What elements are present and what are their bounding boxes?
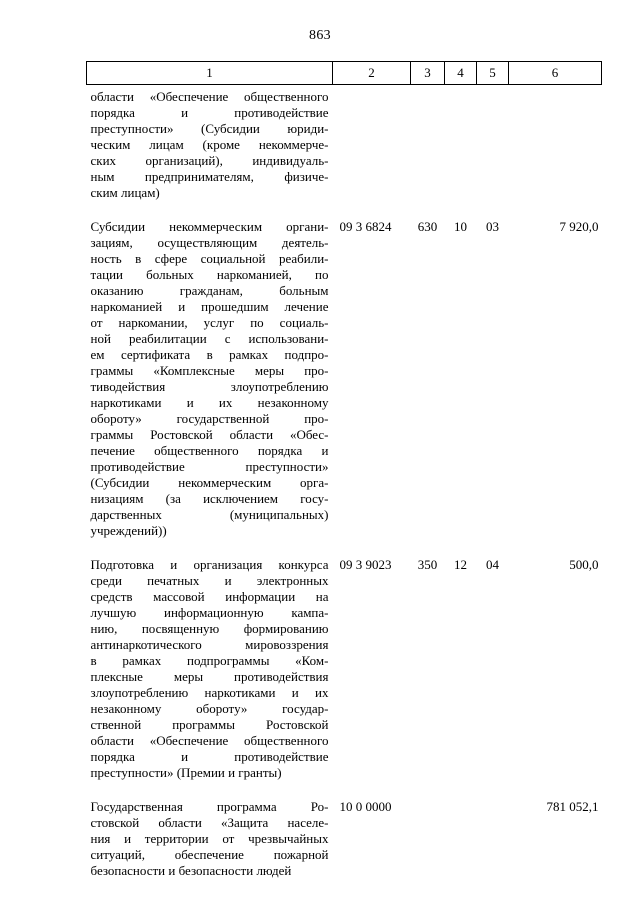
page-number: 863 (309, 28, 331, 43)
row-subsection: 03 (486, 219, 499, 234)
row-name-line: ственной программы Ростовской (90, 717, 329, 732)
row-name-line: безопасности и безопасности людей (90, 863, 292, 878)
row-type: 630 (417, 219, 438, 234)
row-name-line: в рамках подпрограммы «Ком- (90, 653, 329, 668)
row-name-line: ских организаций), индивидуаль- (90, 153, 329, 168)
header-col-2: 2 (333, 62, 411, 85)
row-section: 12 (454, 557, 467, 572)
row-name-line: порядка и противодействие (90, 749, 329, 764)
row-name-line: лучшую информационную кампа- (90, 605, 329, 620)
row-name-line: низациям (за исключением госу- (90, 491, 329, 506)
row-name-line: преступности» (Премии и гранты) (90, 765, 282, 780)
row-name-line: оказанию гражданам, больным (90, 283, 329, 298)
table-body (87, 85, 602, 896)
row-name-line: стовской области «Защита населе- (90, 815, 329, 830)
row-name-line: области «Обеспечение общественного (90, 89, 329, 104)
row-name-line: нию, посвященную формированию (90, 621, 329, 636)
header-col-4: 4 (445, 62, 477, 85)
budget-table (86, 61, 602, 895)
table-row (87, 555, 602, 797)
row-name-line: преступности» (Субсидии юриди- (90, 121, 329, 136)
header-row (87, 62, 602, 85)
row-name-line: ной реабилитации с использовани- (90, 331, 329, 346)
row-name-line: Подготовка и организация конкурса (90, 557, 329, 572)
table-row (87, 797, 602, 895)
row-name-line: зациям, осуществляющим деятель- (90, 235, 329, 250)
row-subsection: 04 (486, 557, 499, 572)
row-name-line: учреждений)) (90, 523, 167, 538)
row-name-line: ным предпринимателям, физиче- (90, 169, 329, 184)
row-name-line: обороту» государственной про- (90, 411, 329, 426)
row-name-line: ность в сфере социальной реабили- (90, 251, 329, 266)
row-name-line: граммы «Комплексные меры про- (90, 363, 329, 378)
row-subsection (477, 85, 509, 218)
row-name-line: наркотиками и их незаконному (90, 395, 329, 410)
row-name-line: плексные меры противодействия (90, 669, 329, 684)
row-type (411, 797, 445, 895)
row-amount: 500,0 (569, 557, 599, 572)
header-col-6: 6 (509, 62, 602, 85)
row-code: 09 3 9023 (339, 557, 392, 572)
row-name-line: наркоманией и прошедшим лечение (90, 299, 329, 314)
row-name-line: средств массовой информации на (90, 589, 329, 604)
row-name-line: ческим лицам (кроме некоммерче- (90, 137, 329, 152)
row-code (333, 85, 411, 218)
row-amount: 7 920,0 (559, 219, 599, 234)
row-name-line: от наркомании, услуг по социаль- (90, 315, 329, 330)
row-name-line: злоупотреблению наркотиками и их (90, 685, 329, 700)
row-name-line: ния и территории от чрезвычайных (90, 831, 329, 846)
row-name-line: дарственных (муниципальных) (90, 507, 329, 522)
row-section (445, 85, 477, 218)
row-amount: 781 052,1 (546, 799, 599, 814)
header-col-3: 3 (411, 62, 445, 85)
row-name-line: Субсидии некоммерческим органи- (90, 219, 329, 234)
row-name-line: ситуаций, обеспечение пожарной (90, 847, 329, 862)
header-col-1: 1 (87, 62, 333, 85)
row-subsection (477, 797, 509, 895)
row-name-line: противодействие преступности» (90, 459, 329, 474)
row-code: 09 3 6824 (339, 219, 392, 234)
row-name-line: порядка и противодействие (90, 105, 329, 120)
header-col-5: 5 (477, 62, 509, 85)
row-amount (509, 85, 602, 218)
table-row (87, 217, 602, 555)
row-name-line: печение общественного порядка и (90, 443, 329, 458)
row-name-line: Государственная программа Ро- (90, 799, 329, 814)
row-name-line: незаконному обороту» государ- (90, 701, 329, 716)
row-name-line: тиводействия злоупотреблению (90, 379, 329, 394)
row-name-line: граммы Ростовской области «Обес- (90, 427, 329, 442)
row-name-line: области «Обеспечение общественного (90, 733, 329, 748)
row-name-line: (Субсидии некоммерческим орга- (90, 475, 329, 490)
row-name (87, 555, 333, 797)
table-row (87, 85, 602, 218)
row-name-line: тации больных наркоманией, по (90, 267, 329, 282)
row-name-line: ским лицам) (90, 185, 160, 200)
row-name-line: антинаркотического мировоззрения (90, 637, 329, 652)
row-section (445, 797, 477, 895)
row-type (411, 85, 445, 218)
row-name (87, 217, 333, 555)
row-code: 10 0 0000 (339, 799, 392, 814)
row-name (87, 797, 333, 895)
row-section: 10 (454, 219, 467, 234)
row-type: 350 (417, 557, 438, 572)
row-name (87, 85, 333, 218)
row-name-line: среди печатных и электронных (90, 573, 329, 588)
row-name-line: ем сертификата в рамках подпро- (90, 347, 329, 362)
